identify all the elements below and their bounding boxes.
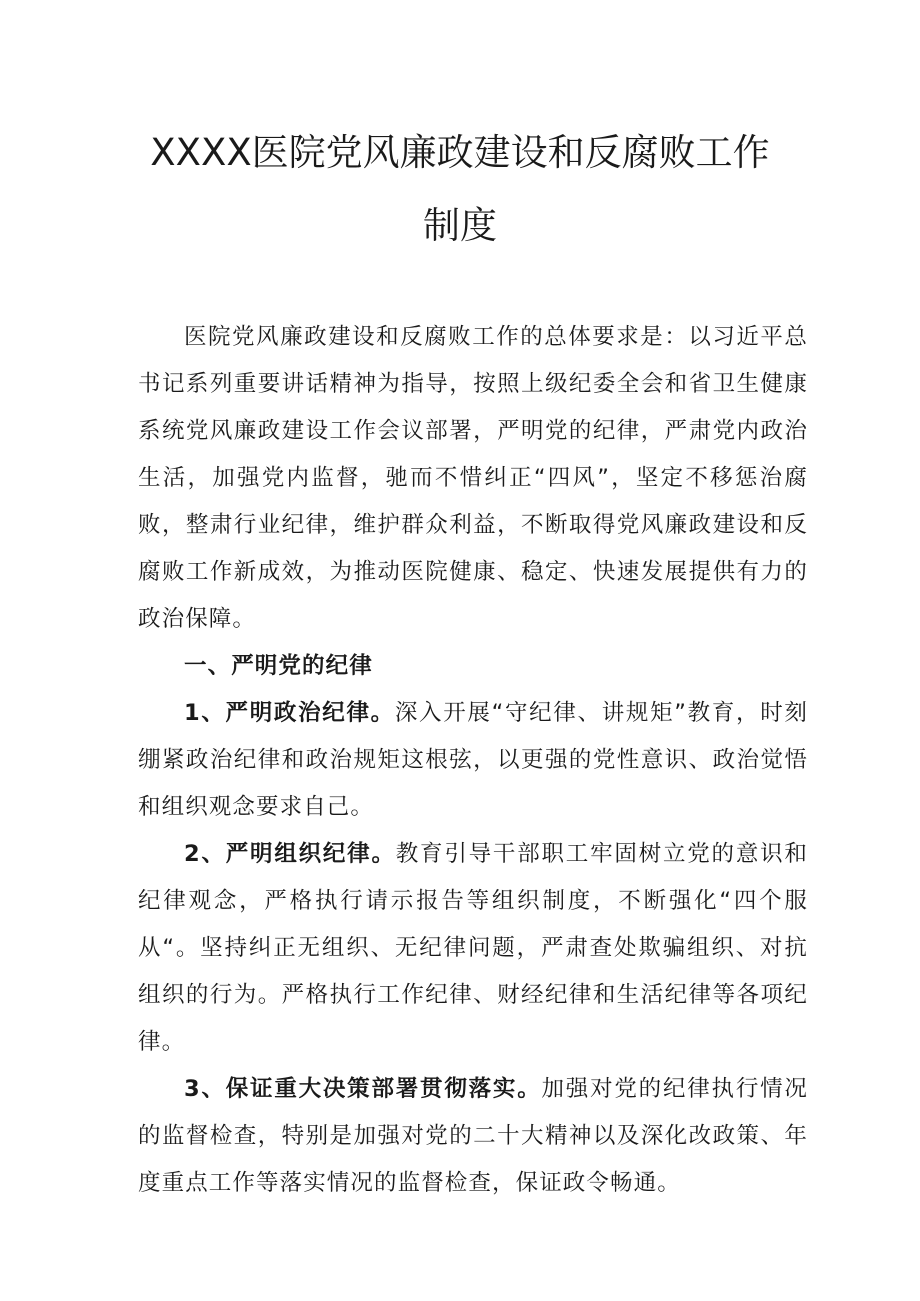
item-lead-1: 1、严明政治纪律。 — [184, 700, 395, 726]
document-body — [138, 314, 808, 1207]
item-text-3: 加强对党的纪律执行情况的监督检查，特别是加强对党的二十大精神以及深化改政策、年度重点工作等落实情况的监督检查，保证政令畅通。 — [138, 1076, 808, 1196]
item-paragraph-3 — [138, 1066, 808, 1207]
intro-paragraph: 医院党风廉政建设和反腐败工作的总体要求是：以习近平总书记系列重要讲话精神为指导，按照上级纪委全会和省卫生健康系统党风廉政建设工作会议部署，严明党的纪律，严肃党内政治生活，加强党内监督，驰而不惜纠正“四风”，坚定不移惩治腐败，整肃行业纪律，维护群众利益，不断取得党风廉政建设和反腐败工作新成效，为推动医院健康、稳定、快速发展提供有力的政治保障。 — [138, 324, 808, 632]
item-lead-2: 2、严明组织纪律。 — [184, 841, 396, 867]
item-lead-3: 3、保证重大决策部署贯彻落实。 — [184, 1076, 542, 1102]
item-text-1: 深入开展“守纪律、讲规矩”教育，时刻绷紧政治纪律和政治规矩这根弦，以更强的党性意识、政治觉悟和组织观念要求自己。 — [138, 700, 808, 820]
section-heading: 一、严明党的纪律 — [184, 653, 373, 679]
item-paragraph-2 — [138, 831, 808, 1066]
item-text-2: 教育引导干部职工牢固树立党的意识和纪律观念，严格执行请示报告等组织制度，不断强化“四个服从“。坚持纠正无组织、无纪律问题，严肃查处欺骗组织、对抗组织的行为。严格执行工作纪律、财经纪律和生活纪律等各项纪律。 — [138, 841, 808, 1055]
document-title-line-1: XXXX医院党风廉政建设和反腐败工作 — [150, 131, 770, 174]
item-paragraph-1 — [138, 690, 808, 831]
document-title-line-2: 制度 — [423, 204, 497, 247]
